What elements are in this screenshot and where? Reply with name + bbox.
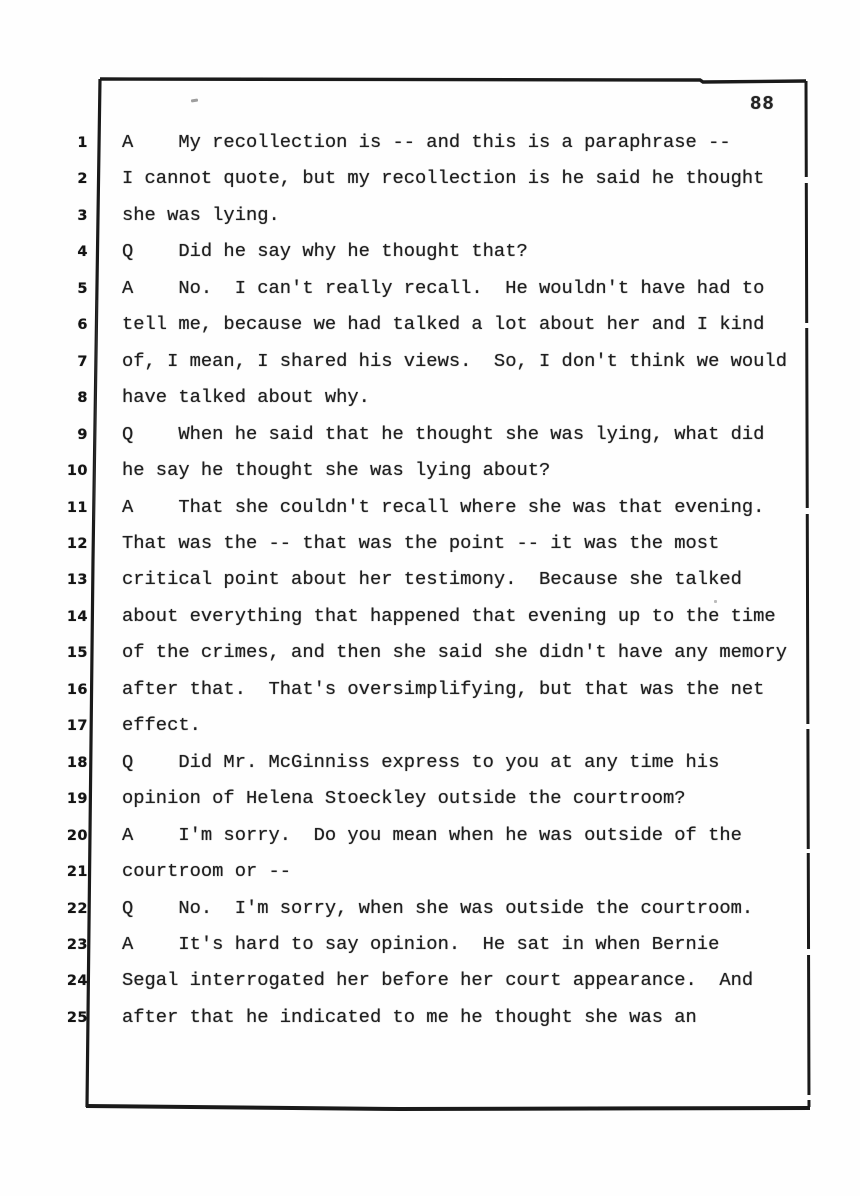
- line-number: 20: [66, 827, 88, 844]
- line-text: Q When he said that he thought she was lying, what did: [122, 422, 765, 445]
- line-text: A I'm sorry. Do you mean when he was outside of the: [122, 823, 742, 846]
- line-number: 4: [77, 244, 88, 261]
- line-number: 10: [66, 463, 88, 480]
- transcript-body: [0, 124, 860, 1035]
- transcript-line: [0, 817, 860, 853]
- line-text: of, I mean, I shared his views. So, I don't think we would: [122, 349, 787, 372]
- line-number: 5: [77, 280, 88, 297]
- line-number: 15: [66, 645, 88, 662]
- transcript-line: [0, 598, 860, 634]
- line-number: 23: [66, 936, 88, 953]
- transcript-line: [0, 780, 860, 816]
- line-text: A My recollection is -- and this is a paraphrase --: [122, 131, 731, 153]
- line-text: I cannot quote, but my recollection is he said he thought: [122, 167, 765, 190]
- line-text: A That she couldn't recall where she was that evening.: [122, 495, 765, 518]
- line-number: 3: [77, 207, 88, 224]
- line-text: about everything that happened that evening up to the time: [122, 604, 776, 627]
- transcript-line: [0, 634, 860, 670]
- transcript-line: [0, 233, 860, 269]
- line-number: 13: [66, 572, 88, 589]
- line-number: 17: [66, 718, 88, 735]
- line-text: Q Did Mr. McGinniss express to you at any time his: [122, 750, 720, 773]
- line-text: she was lying.: [122, 203, 280, 226]
- line-number: 22: [66, 900, 88, 917]
- line-number: 21: [66, 864, 88, 881]
- line-text: effect.: [122, 714, 201, 737]
- line-number: 25: [66, 1009, 88, 1026]
- transcript-line: [0, 343, 860, 379]
- line-text: That was the -- that was the point -- it was the most: [122, 531, 720, 554]
- line-number: 6: [77, 317, 88, 334]
- line-text: after that. That's oversimplifying, but that was the net: [122, 677, 765, 700]
- transcript-line: [0, 416, 860, 452]
- transcript-line: [0, 379, 860, 415]
- transcript-line: [0, 124, 860, 160]
- transcript-line: [0, 853, 860, 889]
- line-number: 9: [77, 426, 88, 443]
- line-number: 24: [66, 973, 88, 990]
- transcript-line: [0, 671, 860, 707]
- transcript-line: [0, 270, 860, 306]
- line-text: opinion of Helena Stoeckley outside the courtroom?: [122, 787, 686, 810]
- scan-speck: [714, 600, 717, 603]
- transcript-line: [0, 160, 860, 196]
- line-number: 12: [66, 535, 88, 552]
- scan-speck: [191, 99, 198, 103]
- line-text: A It's hard to say opinion. He sat in when Bernie: [122, 932, 720, 955]
- transcript-line: [0, 306, 860, 342]
- transcript-line: [0, 707, 860, 743]
- line-number: 11: [66, 499, 88, 516]
- transcript-line: [0, 999, 860, 1035]
- line-text: he say he thought she was lying about?: [122, 459, 551, 482]
- line-text: Segal interrogated her before her court appearance. And: [122, 969, 754, 992]
- transcript-line: [0, 489, 860, 525]
- line-number: 7: [77, 353, 88, 370]
- line-number: 2: [77, 171, 88, 188]
- transcript-line: [0, 926, 860, 962]
- line-text: after that he indicated to me he thought she was an: [122, 1005, 697, 1028]
- line-text: critical point about her testimony. Because she talked: [122, 568, 742, 591]
- line-text: Q Did he say why he thought that?: [122, 240, 528, 263]
- line-text: of the crimes, and then she said she didn't have any memory: [122, 641, 787, 664]
- line-number: 18: [66, 754, 88, 771]
- transcript-line: [0, 525, 860, 561]
- transcript-line: [0, 890, 860, 926]
- transcript-line: [0, 561, 860, 597]
- line-number: 1: [77, 135, 88, 151]
- transcript-line: [0, 744, 860, 780]
- line-number: 16: [66, 681, 88, 698]
- line-text: Q No. I'm sorry, when she was outside the courtroom.: [122, 896, 754, 919]
- line-number: 8: [77, 390, 88, 407]
- transcript-line: [0, 452, 860, 488]
- line-number: 19: [66, 791, 88, 808]
- transcript-line: [0, 197, 860, 233]
- line-text: have talked about why.: [122, 386, 370, 409]
- line-text: A No. I can't really recall. He wouldn't have had to: [122, 276, 765, 299]
- transcript-line: [0, 962, 860, 998]
- line-text: courtroom or --: [122, 860, 292, 883]
- line-number: 14: [66, 608, 88, 625]
- page-number: 88: [750, 93, 775, 115]
- line-text: tell me, because we had talked a lot about her and I kind: [122, 313, 765, 336]
